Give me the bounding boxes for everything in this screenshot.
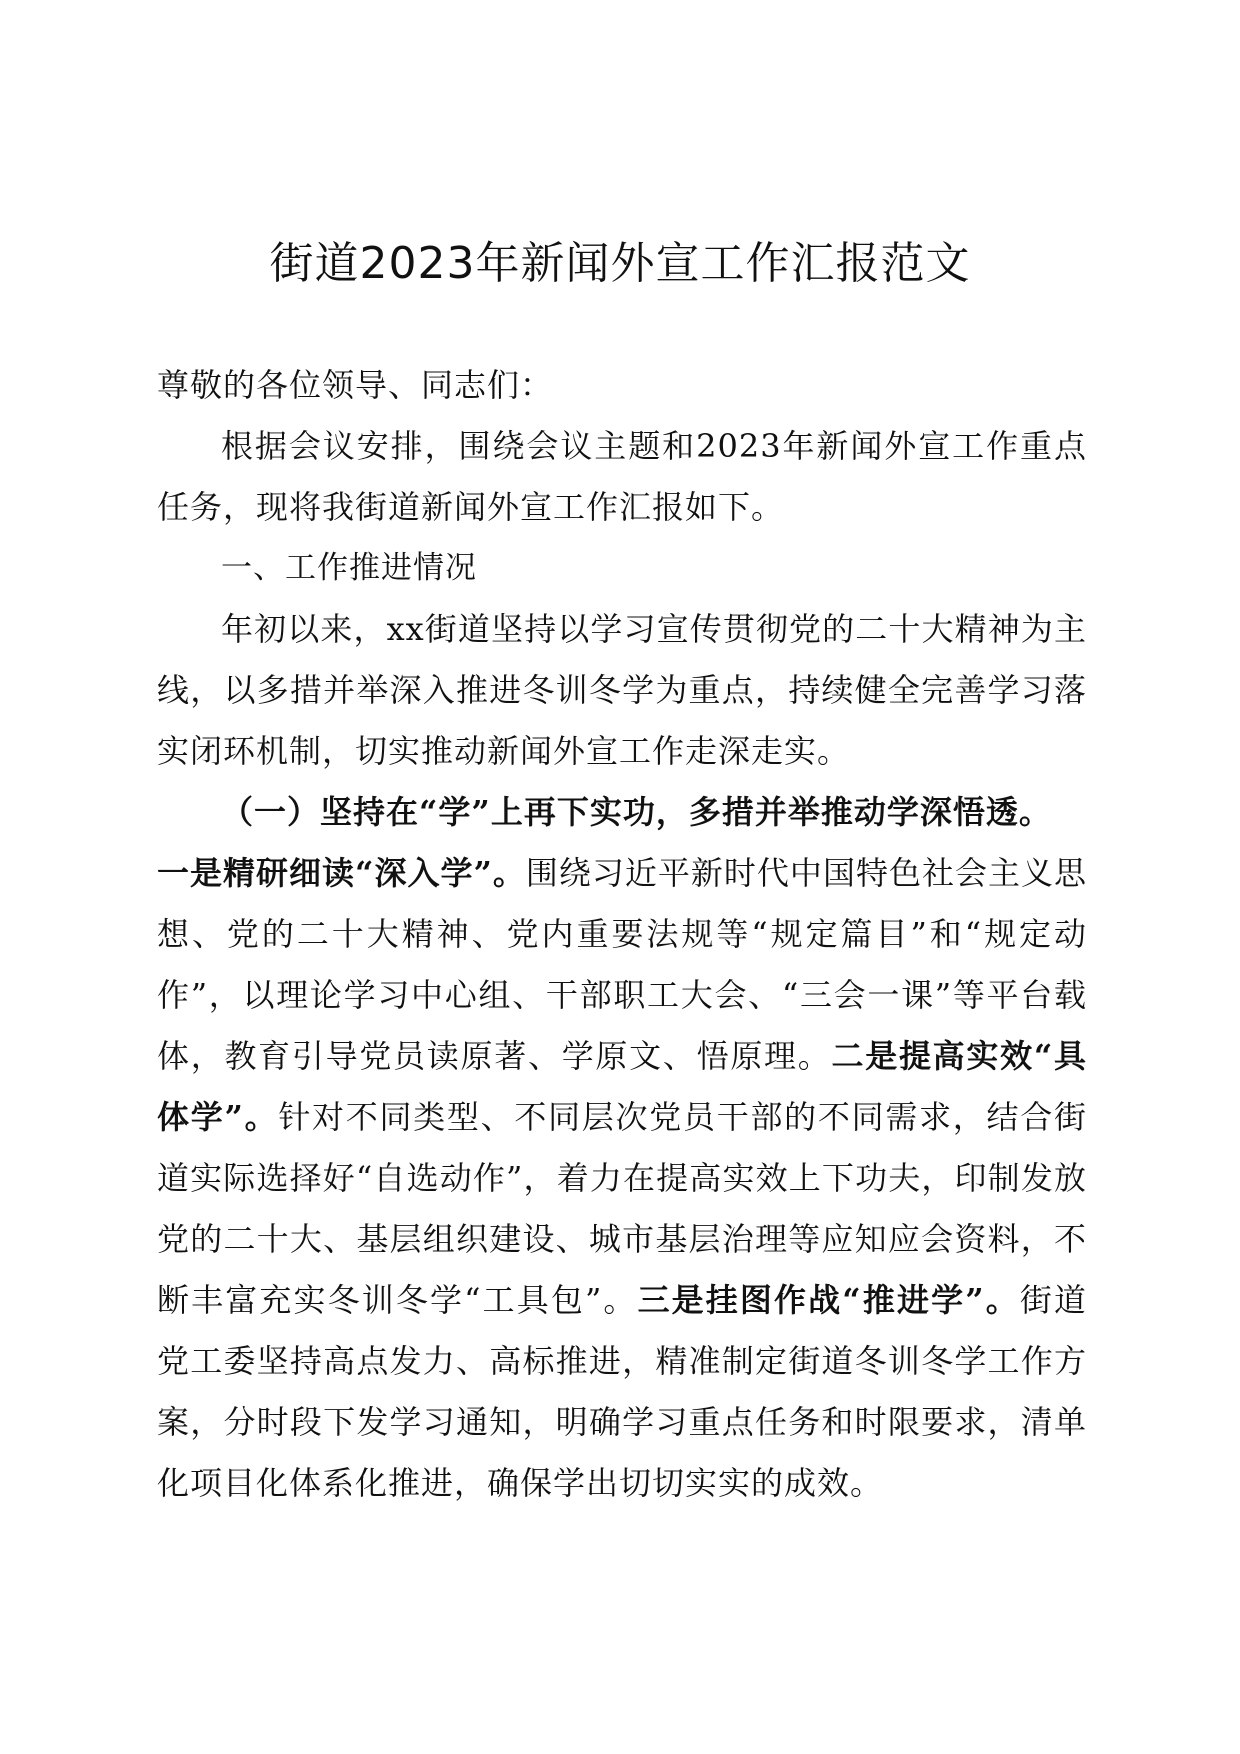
intro-paragraph: 根据会议安排，围绕会议主题和2023年新闻外宣工作重点任务，现将我街道新闻外宣工作汇报如下。	[157, 427, 1087, 526]
item2-text: 针对不同类型、不同层次党员干部的不同需求，结合街道实际选择好“自选动作”，着力在提高实效上下功夫，印制发放党的二十大、基层组织建设、城市基层治理等应知应会资料，不断丰富充实冬训冬学“工具包”。	[157, 1098, 1087, 1319]
item1-label: 一是精研细读“深入学”。	[157, 854, 526, 892]
subsection-heading: （一）坚持在“学”上再下实功，多措并举推动学深悟透。	[221, 793, 1052, 831]
subsection-paragraph	[157, 843, 1087, 1514]
item1-text: 围绕习近平新时代中国特色社会主义思想、党的二十大精神、党内重要法规等“规定篇目”和“规定动作”，以理论学习中心组、干部职工大会、“三会一课”等平台载体，教育引导党员读原著、学原文、悟原理。	[157, 854, 1087, 1075]
section-heading: 一、工作推进情况	[221, 550, 477, 586]
salutation: 尊敬的各位领导、同志们：	[157, 366, 554, 404]
item2-label: 二是提高实效“具体学”。	[157, 1037, 1087, 1136]
section-intro-paragraph: 年初以来，xx街道坚持以学习宣传贯彻党的二十大精神为主线，以多措并举深入推进冬训冬学为重点，持续健全完善学习落实闭环机制，切实推动新闻外宣工作走深走实。	[157, 610, 1087, 770]
document-title: 街道2023年新闻外宣工作汇报范文	[269, 238, 971, 289]
document-body	[157, 355, 1087, 1514]
item3-label: 三是挂图作战“推进学”。	[637, 1281, 1020, 1319]
item3-text: 街道党工委坚持高点发力、高标推进，精准制定街道冬训冬学工作方案，分时段下发学习通知，明确学习重点任务和时限要求，清单化项目化体系化推进，确保学出切切实实的成效。	[157, 1281, 1087, 1502]
